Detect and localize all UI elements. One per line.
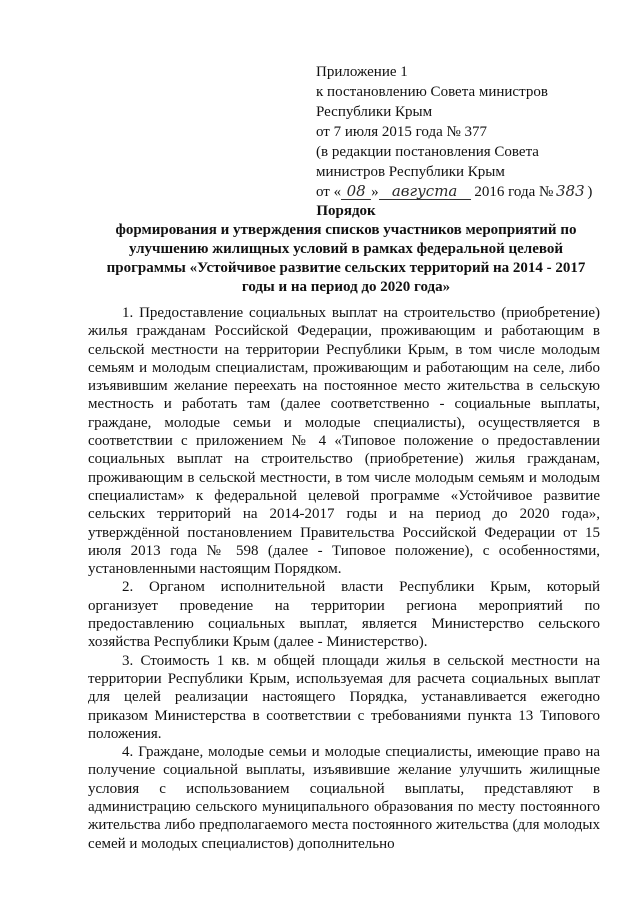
paragraph-3: 3. Стоимость 1 кв. м общей площади жилья в сельской местности на территории Республики Крым, используемая для расчета социальных выплат для целей реализации настоящего Порядка, устанавливается ежегодно приказом Министерства в соответствии с требованиями пункта 13 Типового положения.: [88, 652, 600, 742]
title-line: программы «Устойчивое развитие сельских территорий на 2014 - 2017: [106, 260, 586, 276]
paragraph-4: 4. Граждане, молодые семьи и молодые специалисты, имеющие право на получение социальной выплаты, изъявившие желание улучшить жилищные условия с использованием социальной выплаты, представляют в администрацию сельского муниципального образования по месту постоянного жительства либо предполагаемого места постоянного жительства (для молодых семей и молодых специалистов) дополнительно: [88, 744, 600, 852]
paragraph-1: 1. Предоставление социальных выплат на строительство (приобретение) жилья гражданам Российской Федерации, проживающим и работающим в сельской местности на территории Республики Крым, в том числе молодым семьям и молодым специалистам, проживающим и работающим на селе, либо изъявившим желание переехать на постоянное место жительства в сельскую местность и работать там (далее соответственно - социальные выплаты, граждане, молодые семьи и молодые специалисты), осуществляется в соответствии с приложением № 4 «Типовое положение о предоставлении социальных выплат на строительство (приобретение) жилья гражданам, проживающим в сельской местности, в том числе молодым семьям и молодым специалистам» к федеральной целевой программе «Устойчивое развитие сельских территорий на 2014-2017 годы и на период до 2020 года», утверждённой постановлением Правительства Российской Федерации от 15 июля 2013 года № 598 (далее - Типовое положение), с особенностями, установленными настоящим Порядком.: [88, 305, 600, 578]
paragraph-2: 2. Органом исполнительной власти Республики Крым, который организует проведение на территории региона мероприятий по предоставлению социальных выплат, является Министерство сельского хозяйства Республики Крым (далее - Министерство).: [88, 579, 600, 651]
title-line: улучшению жилищных условий в рамках федеральной целевой: [128, 241, 564, 257]
date-prefix: от «: [316, 184, 342, 200]
date-year: 2016 года №: [474, 184, 554, 200]
appendix-line: Приложение 1: [316, 64, 408, 80]
appendix-line: Республики Крым: [316, 104, 433, 120]
appendix-line: к постановлению Совета министров: [316, 84, 548, 100]
date-quote: »: [371, 184, 379, 200]
date-suffix: ): [587, 184, 593, 200]
document-body: [88, 304, 600, 853]
appendix-line: (в редакции постановления Совета: [316, 144, 539, 160]
appendix-date-line: [316, 182, 616, 202]
appendix-header: [316, 62, 616, 202]
title-line: формирования и утверждения списков участников мероприятий по: [115, 222, 577, 238]
handwritten-day: 08: [341, 183, 371, 200]
title-line: Порядок: [316, 203, 376, 219]
appendix-line: от 7 июля 2015 года № 377: [316, 124, 488, 140]
document-title: [86, 202, 606, 297]
handwritten-number: 383: [555, 182, 585, 200]
appendix-line: министров Республики Крым: [316, 164, 505, 180]
handwritten-month: августа: [379, 183, 471, 200]
title-line: годы и на период до 2020 года»: [241, 279, 451, 295]
